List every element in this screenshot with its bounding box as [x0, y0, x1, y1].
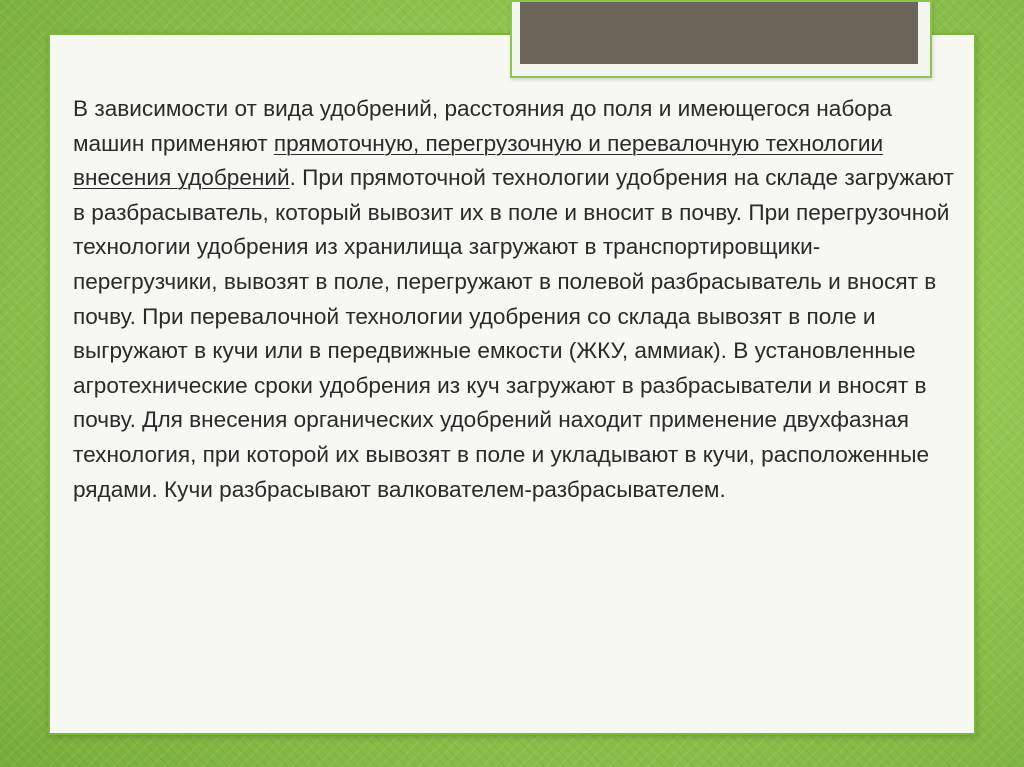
paragraph-body: . При прямоточной технологии удобрения на складе загружают в разбрасыватель, который вывозит их в поле и вносит в почву. При перегрузочной технологии удобрения из хранилища загружают в транспортировщики-перегрузчики, вывозят в поле, перегружают в полевой разбрасыватель и вносят в почву. При перевалочной технологии удобрения со склада вывозят в поле и выгружают в кучи или в передвижные емкости (ЖКУ, аммиак). В установленные агротехнические сроки удобрения из куч загружают в разбрасыватели и вносят в почву. Для внесения органических удобрений находит применение двухфазная технология, при которой их вывозят в поле и укладывают в кучи, расположенные рядами. Кучи разбрасывают валкователем-разбрасывателем.: [73, 165, 954, 502]
underlined-technologies-link[interactable]: прямоточную, перегрузочную и перевалочную технологии внесения удобрений: [73, 130, 884, 191]
body-paragraph: [73, 92, 963, 507]
paragraph-intro: В зависимости от вида удобрений, расстояния до поля и имеющегося набора машин применяют: [73, 96, 892, 156]
title-frame: [510, 0, 932, 78]
title-placeholder: [520, 2, 918, 64]
